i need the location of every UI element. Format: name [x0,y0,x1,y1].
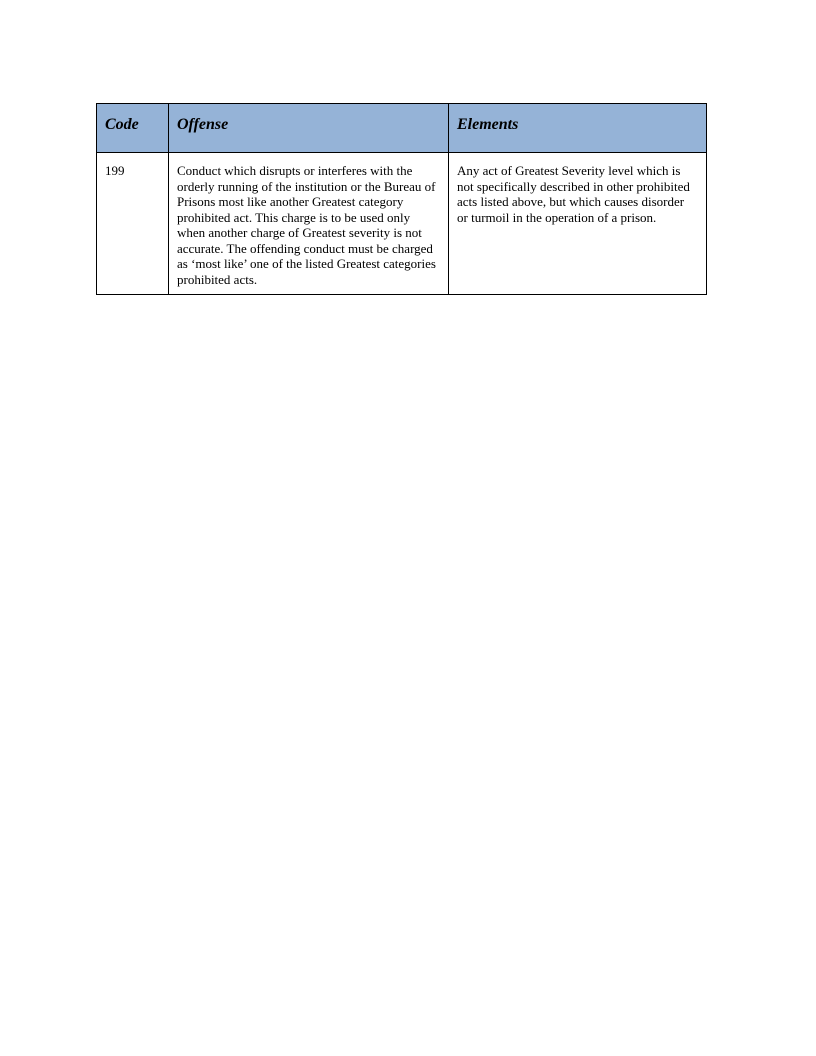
cell-code: 199 [97,153,169,295]
cell-elements: Any act of Greatest Severity level which is not specifically described in other prohibited acts listed above, but which causes disorder or turmoil in the operation of a prison. [449,153,707,295]
header-code: Code [97,104,169,153]
table-row [97,153,707,295]
header-row [97,104,707,153]
cell-offense: Conduct which disrupts or interferes with the orderly running of the institution or the Bureau of Prisons most like another Greatest category prohibited act. This charge is to be used only when another charge of Greatest severity is not accurate. The offending conduct must be charged as ‘most like’ one of the listed Greatest categories prohibited acts. [169,153,449,295]
offense-table [96,103,707,295]
table-body [97,153,707,295]
header-elements: Elements [449,104,707,153]
table-header [97,104,707,153]
header-offense: Offense [169,104,449,153]
